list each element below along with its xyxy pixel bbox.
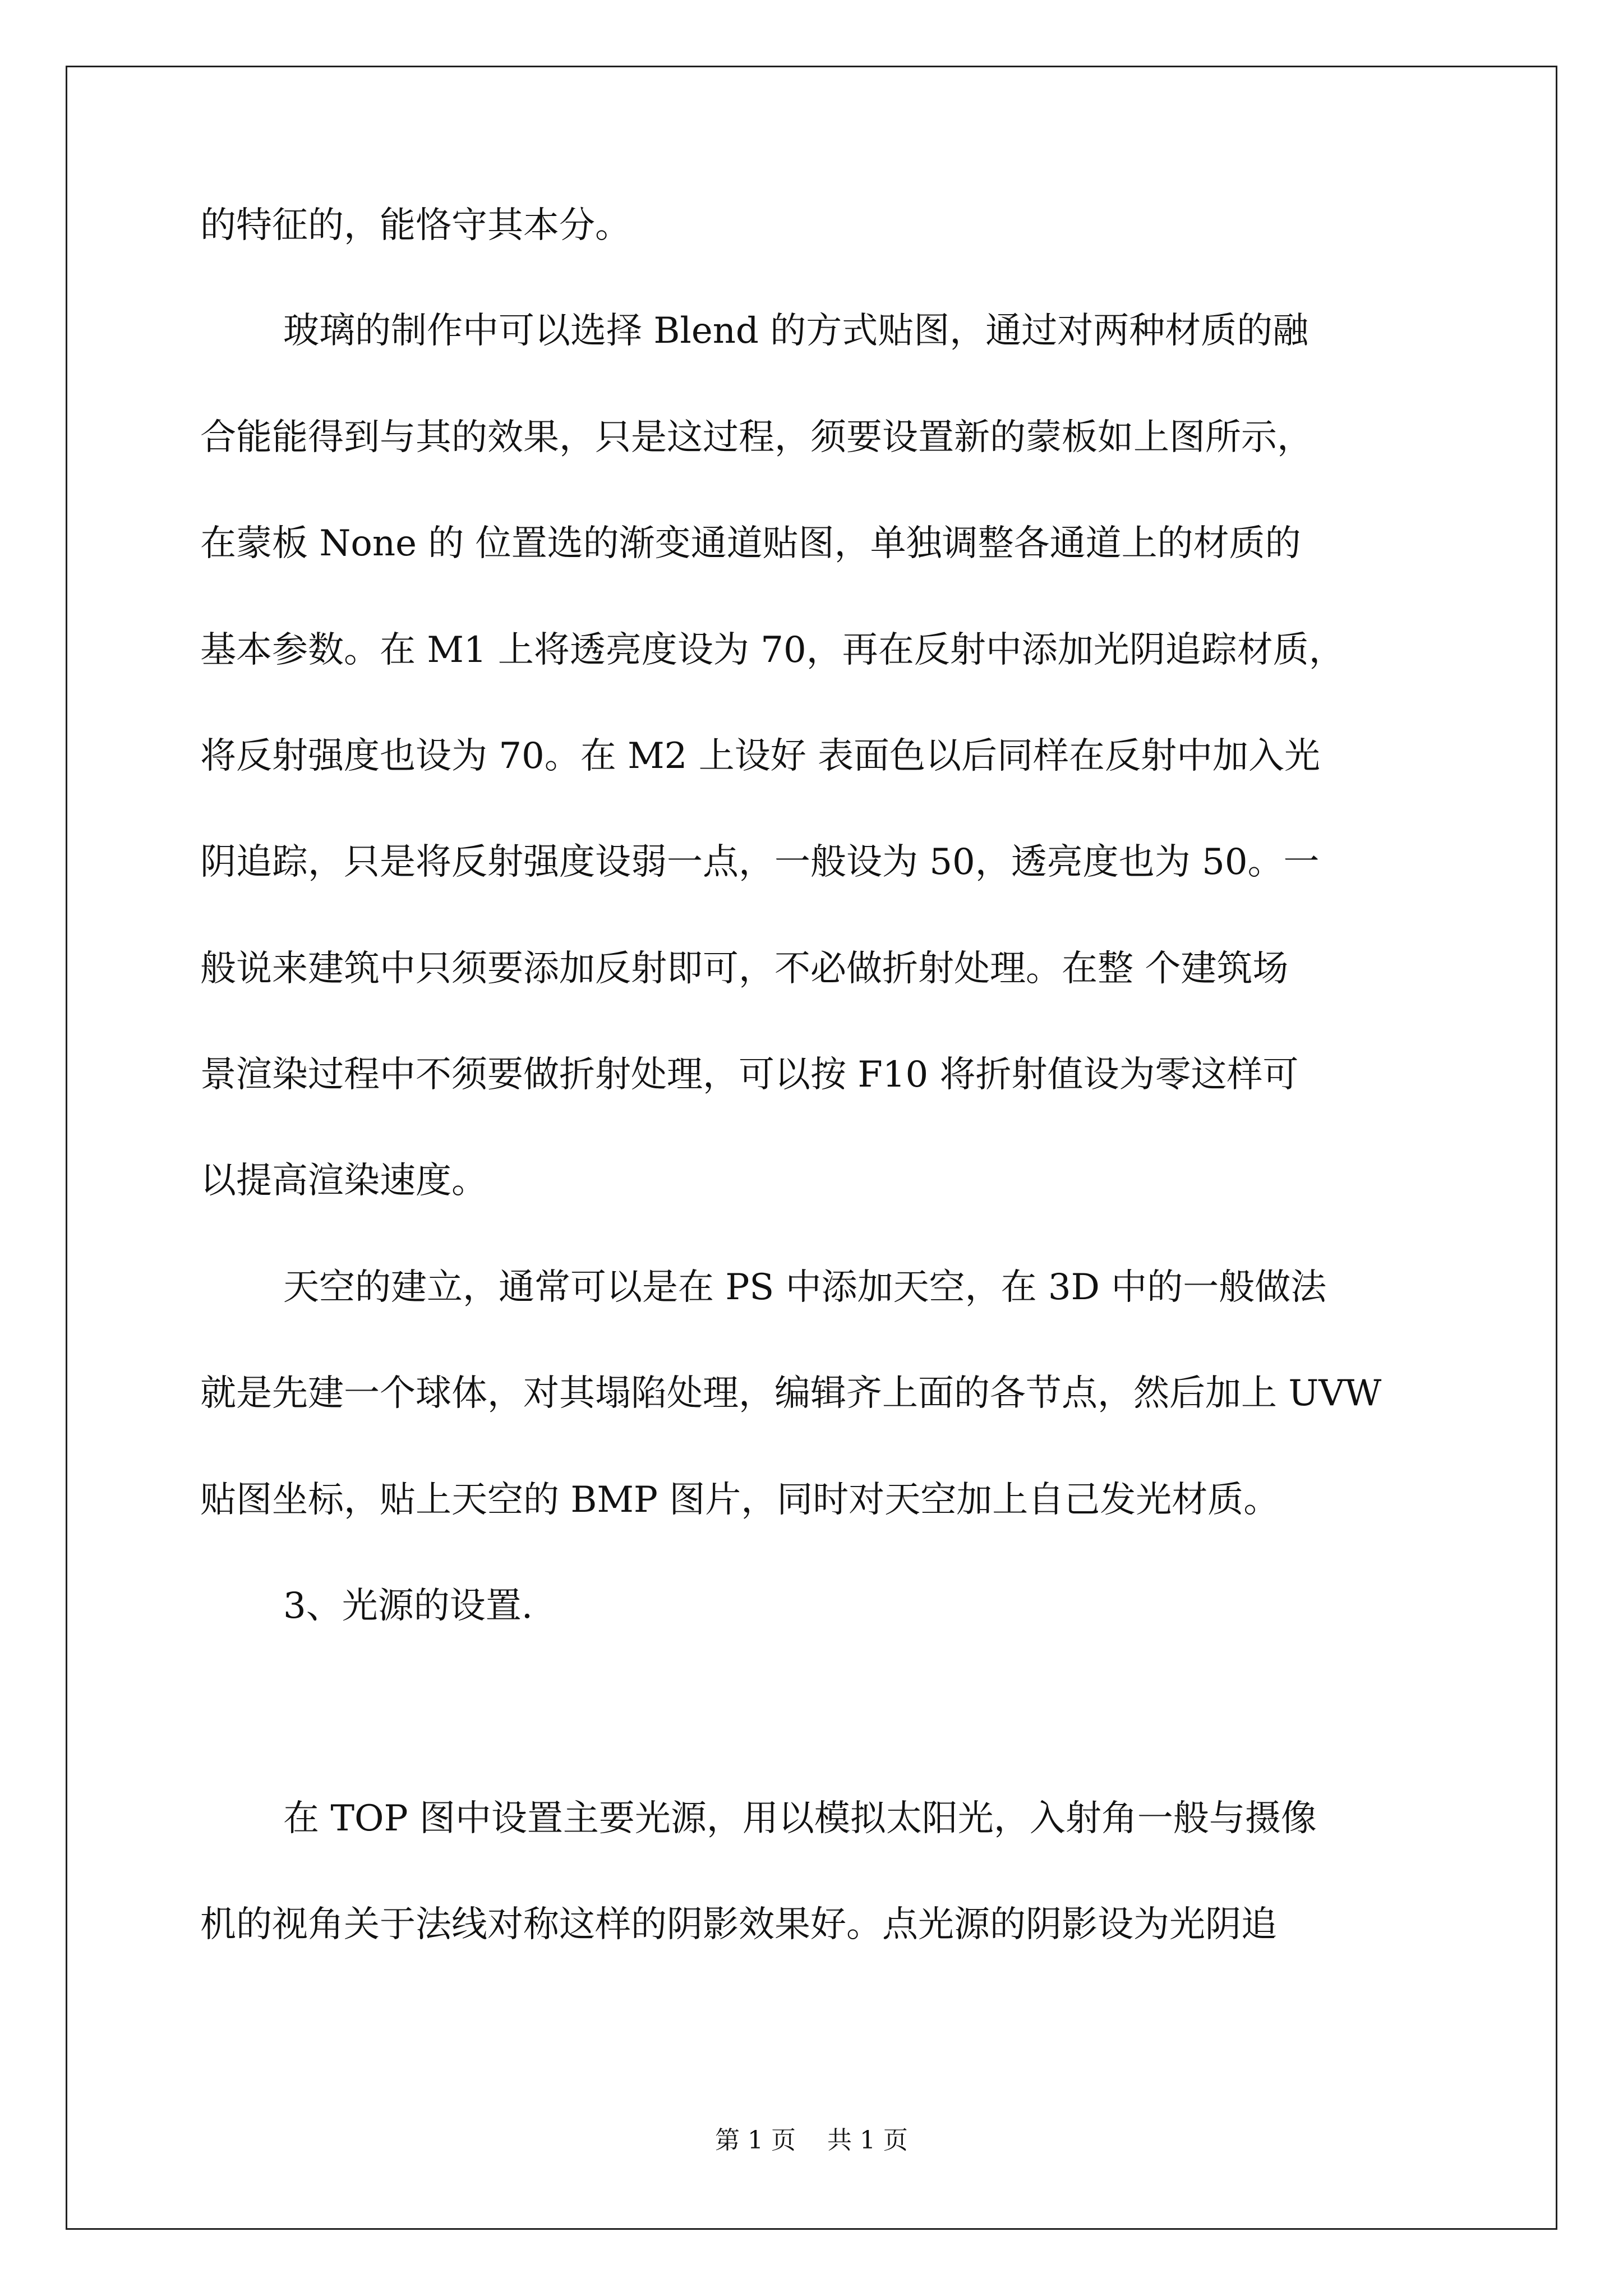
text-line-4: 在蒙板 None 的 位置选的渐变通道贴图，单独调整各通道上的材质的 — [200, 523, 1301, 564]
text-line-10: 以提高渲染速度。 — [200, 1160, 487, 1202]
text-line-9: 景渲染过程中不须要做折射处理，可以按 F10 将折射值设为零这样可 — [200, 1054, 1299, 1096]
text-line-8: 般说来建筑中只须要添加反射即可，不必做折射处理。在整 个建筑场 — [200, 948, 1289, 990]
text-line-3: 合能能得到与其的效果，只是这过程，须要设置新的蒙板如上图所示， — [200, 417, 1313, 458]
text-line-11: 天空的建立，通常可以是在 PS 中添加天空，在 3D 中的一般做法 — [283, 1267, 1327, 1308]
text-line-6: 将反射强度也设为 70。在 M2 上设好 表面色以后同样在反射中加入光 — [200, 735, 1321, 777]
text-line-7: 阴追踪，只是将反射强度设弱一点，一般设为 50，透亮度也为 50。一 — [200, 841, 1320, 883]
page-footer: 第 1 页 共 1 页 — [715, 2126, 908, 2155]
text-line-12: 就是先建一个球体，对其塌陷处理，编辑齐上面的各节点，然后加上 UVW — [200, 1373, 1382, 1414]
text-line-2: 玻璃的制作中可以选择 Blend 的方式贴图，通过对两种材质的融 — [283, 310, 1309, 352]
section-heading: 3、光源的设置. — [283, 1585, 533, 1627]
text-line-15: 在 TOP 图中设置主要光源，用以模拟太阳光，入射角一般与摄像 — [283, 1798, 1317, 1839]
text-line-5: 基本参数。在 M1 上将透亮度设为 70，再在反射中添加光阴追踪材质， — [200, 629, 1345, 671]
text-line-1: 的特征的，能恪守其本分。 — [200, 205, 631, 246]
text-line-13: 贴图坐标，贴上天空的 BMP 图片，同时对天空加上自己发光材质。 — [200, 1479, 1280, 1521]
text-line-16: 机的视角关于法线对称这样的阴影效果好。点光源的阴影设为光阴追 — [200, 1904, 1277, 1945]
